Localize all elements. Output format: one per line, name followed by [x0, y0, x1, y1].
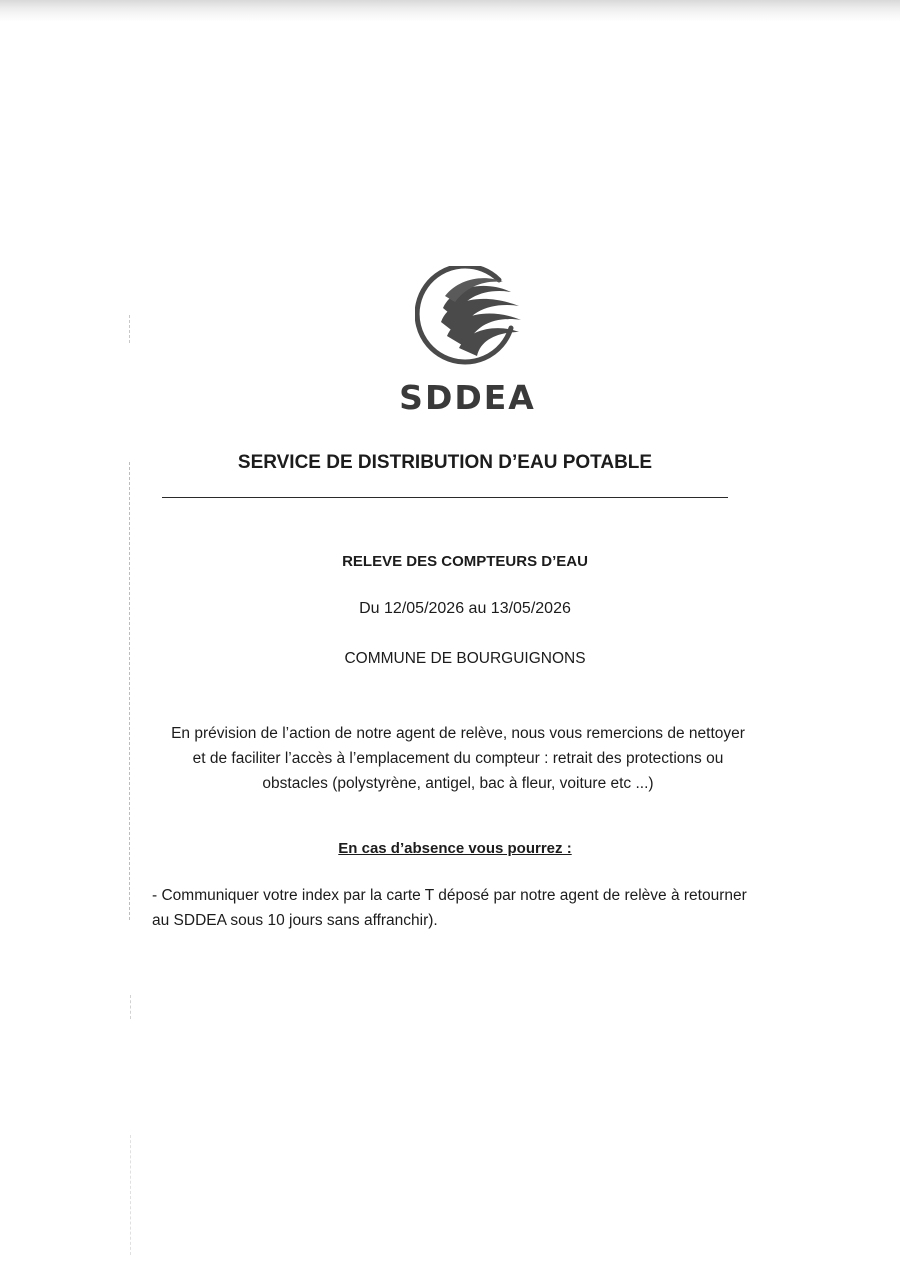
absence-heading: En cas d’absence vous pourrez :: [338, 840, 572, 857]
scan-shadow-top: [0, 0, 900, 22]
absence-instruction: - Communiquer votre index par la carte T déposé par notre agent de relève à retourner au SDDEA sous 10 jours sans affranchir).: [152, 887, 747, 929]
notice-commune: COMMUNE DE BOURGUIGNONS: [344, 650, 586, 667]
scan-artifact-line: [129, 315, 130, 343]
scan-artifact-line: [129, 462, 130, 920]
header-divider: [162, 497, 728, 498]
sddea-logo: [395, 262, 540, 422]
scan-artifact-line: [130, 1135, 131, 1255]
scan-artifact-line: [130, 995, 131, 1019]
logo-wordmark: SDDEA: [399, 378, 536, 417]
notice-dates: Du 12/05/2026 au 13/05/2026: [359, 600, 571, 617]
water-waves-globe-icon: [415, 266, 525, 366]
service-title: SERVICE DE DISTRIBUTION D’EAU POTABLE: [237, 452, 653, 473]
notice-title: RELEVE DES COMPTEURS D’EAU: [342, 553, 588, 570]
notice-body: En prévision de l’action de notre agent de relève, nous vous remercions de nettoyer et de faciliter l’accès à l’emplacement du compteur : retrait des protections ou obstacles (polystyrène, antigel, bac à fleur, voiture etc ...): [171, 725, 745, 792]
